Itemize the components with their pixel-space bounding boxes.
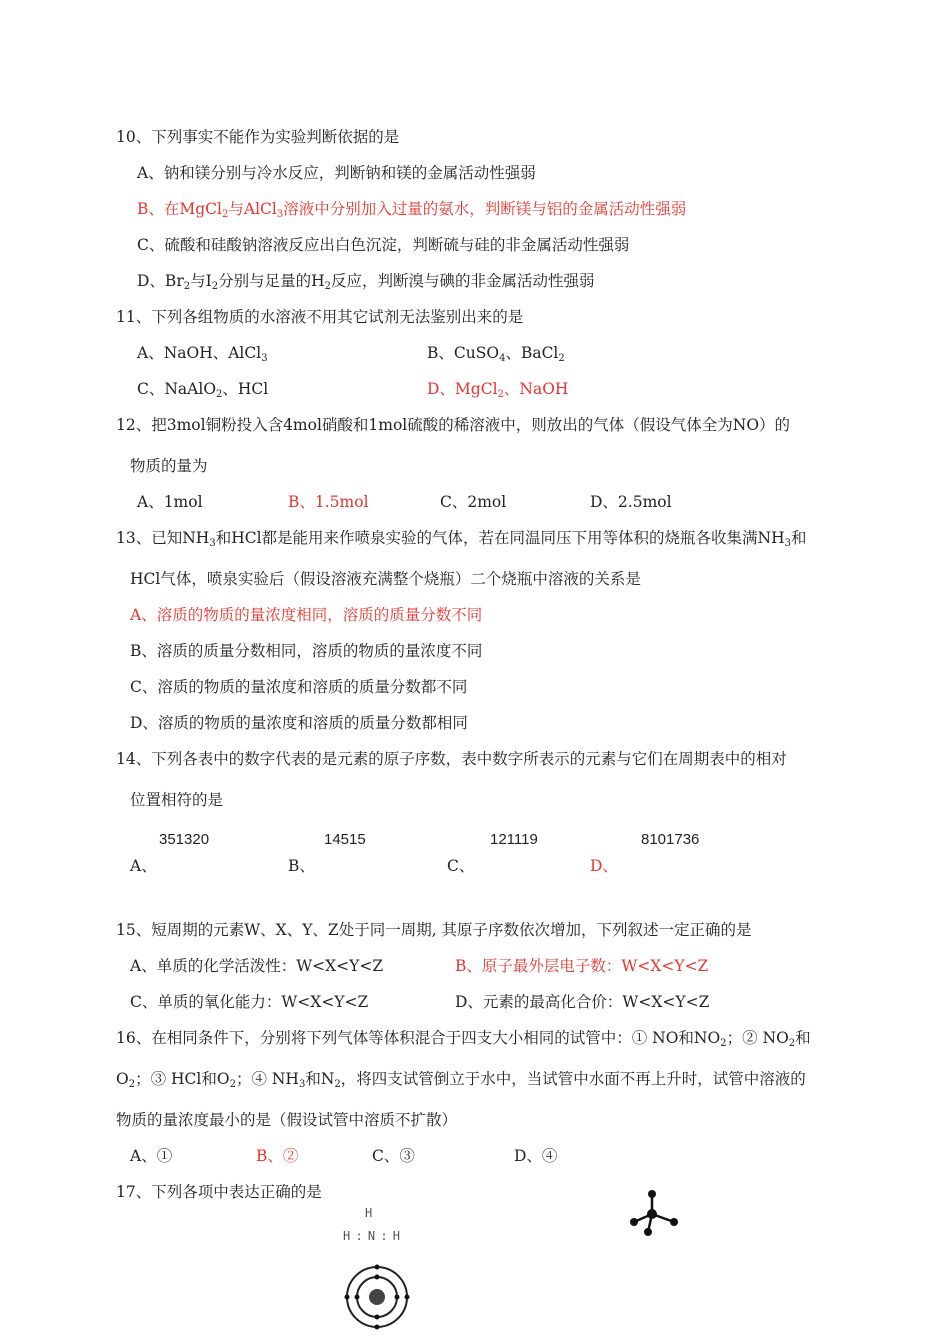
q14-table-c-numbers: 121119 (490, 831, 538, 848)
q14-option-a: A、 (130, 857, 157, 875)
ammonia-electron-formula-top-h: H (365, 1206, 373, 1220)
q11-option-b: B、CuSO$_4$、BaCl$_2$ (427, 344, 565, 364)
q10-option-a: A、钠和镁分别与冷水反应，判断钠和镁的金属活动性强弱 (137, 164, 536, 182)
q16-stem-line2: $O_2$；③ HCl和$O_2$；④ $NH_3$和$N_2$，将四支试管倒立于水中，当试管中水面不再上升时，试管中溶液的 (116, 1070, 806, 1090)
q10-stem: 10、下列事实不能作为实验判断依据的是 (116, 128, 400, 146)
q10-option-c: C、硫酸和硅酸钠溶液反应出白色沉淀，判断硫与硅的非金属活动性强弱 (137, 236, 630, 254)
q16-stem-line3: 物质的量浓度最小的是（假设试管中溶质不扩散） (116, 1111, 458, 1129)
q16-option-d: D、④ (514, 1147, 558, 1165)
q13-stem-line1: 13、已知$NH_3$和HCl都是能用来作喷泉实验的气体，若在同温同压下用等体积的烧瓶各收集满$NH_3$和 (116, 529, 807, 549)
q15-option-a: A、单质的化学活泼性：W<X<Y<Z (130, 957, 384, 975)
q13-option-a: A、溶质的物质的量浓度相同，溶质的质量分数不同 (130, 606, 483, 624)
q10-option-d: D、$Br_2$与$I_2$分别与足量的$H_2$反应，判断溴与碘的非金属活动性强弱 (137, 272, 595, 292)
q16-stem-line1: 16、在相同条件下，分别将下列气体等体积混合于四支大小相同的试管中：① NO和$NO_2$；② $NO_2$和 (116, 1029, 811, 1049)
q15-option-c: C、单质的氧化能力：W<X<Y<Z (130, 993, 369, 1011)
q10-option-b: B、在MgCl$_2$与AlCl$_3$溶液中分别加入过量的氨水，判断镁与铝的金属活动性强弱 (137, 200, 687, 220)
q15-stem: 15、短周期的元素W、X、Y、Z处于同一周期, 其原子序数依次增加，下列叙述一定正确的是 (116, 921, 752, 939)
q12-option-d: D、2.5mol (590, 493, 672, 511)
q15-option-d: D、元素的最高化合价：W<X<Y<Z (455, 993, 710, 1011)
q12-stem-line2: 物质的量为 (130, 457, 208, 475)
q16-option-b: B、② (256, 1147, 299, 1165)
q11-option-d: D、MgCl$_2$、NaOH (427, 380, 569, 400)
q14-option-b: B、 (288, 857, 315, 875)
q14-option-d: D、 (590, 857, 618, 875)
q15-option-b: B、原子最外层电子数：W<X<Y<Z (455, 957, 709, 975)
q13-option-c: C、溶质的物质的量浓度和溶质的质量分数都不同 (130, 678, 468, 696)
q14-table-a-numbers: 351320 (159, 831, 210, 848)
q17-stem: 17、下列各项中表达正确的是 (116, 1183, 322, 1201)
q16-option-a: A、① (130, 1147, 173, 1165)
q14-stem-line2: 位置相符的是 (130, 791, 224, 809)
ammonia-electron-formula-row: H : N : H (343, 1229, 400, 1243)
q11-stem: 11、下列各组物质的水溶液不用其它试剂无法鉴别出来的是 (116, 308, 524, 326)
q12-option-c: C、2mol (440, 493, 507, 511)
atomic-structure-diagram-icon (343, 1263, 411, 1331)
q11-option-a: A、NaOH、AlCl$_3$ (137, 344, 268, 364)
q16-option-c: C、③ (372, 1147, 415, 1165)
q12-option-b: B、1.5mol (288, 493, 369, 511)
q13-option-b: B、溶质的质量分数相同，溶质的物质的量浓度不同 (130, 642, 483, 660)
q14-stem-line1: 14、下列各表中的数字代表的是元素的原子序数，表中数字所表示的元素与它们在周期表中的相对 (116, 750, 787, 768)
q14-table-b-numbers: 14515 (324, 831, 366, 848)
q12-stem-line1: 12、把3mol铜粉投入含4mol硝酸和1mol硫酸的稀溶液中，则放出的气体（假设气体全为NO）的 (116, 416, 791, 434)
q12-option-a: A、1mol (137, 493, 203, 511)
q13-option-d: D、溶质的物质的量浓度和溶质的质量分数都相同 (130, 714, 468, 732)
q14-option-c: C、 (447, 857, 475, 875)
q14-table-d-numbers: 8101736 (641, 831, 700, 848)
molecule-model-icon (626, 1188, 682, 1238)
q13-stem-line2: HCl气体，喷泉实验后（假设溶液充满整个烧瓶）二个烧瓶中溶液的关系是 (130, 570, 641, 588)
q11-option-c: C、NaAlO$_2$、HCl (137, 380, 269, 400)
